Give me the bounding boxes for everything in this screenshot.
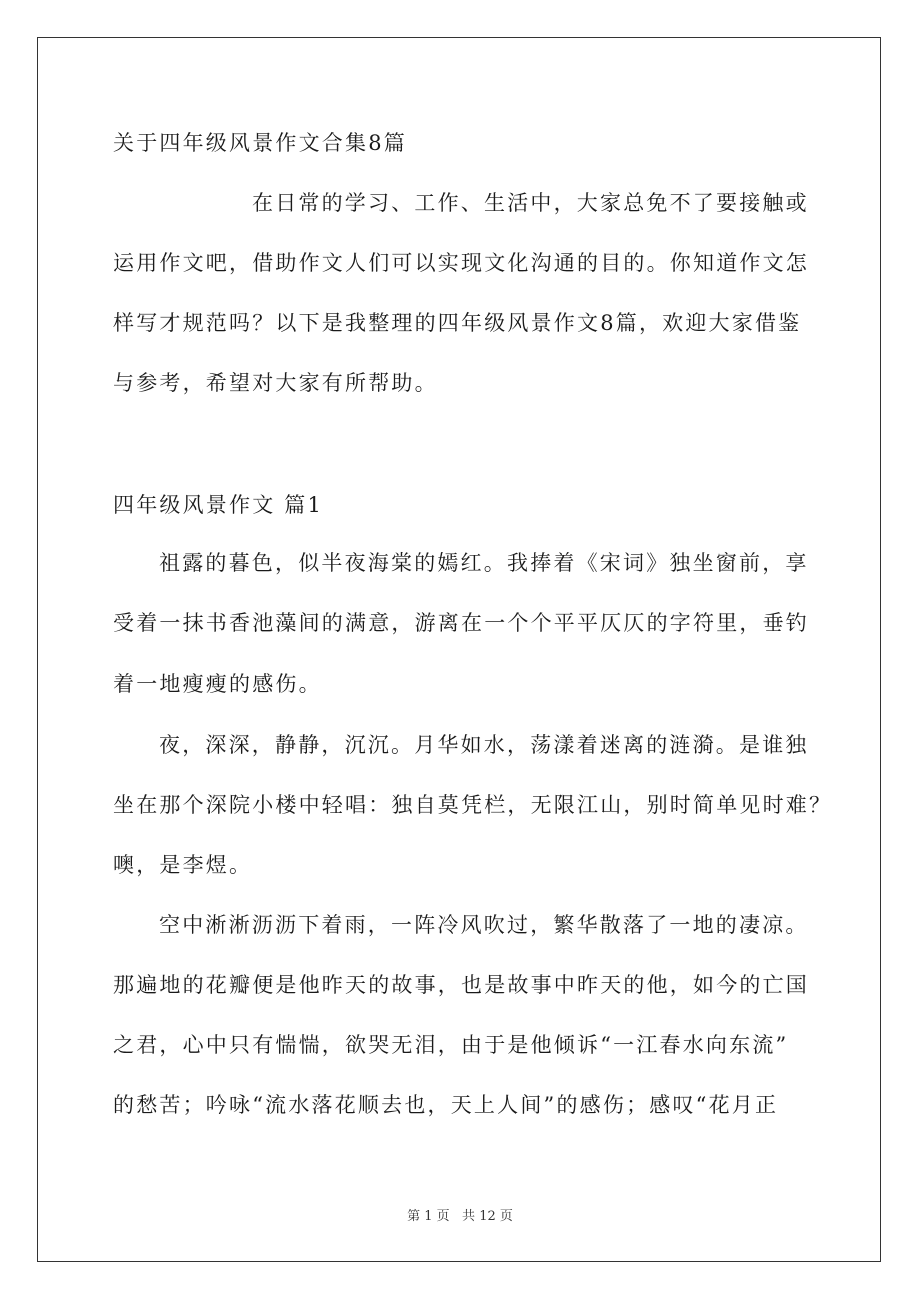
paragraph-line: 着一地瘦瘦的感伤。 [113, 672, 322, 696]
page-number: 第 1 页 共 12 页 [407, 1209, 513, 1224]
paragraph-line: 那遍地的花瓣便是他昨天的故事，也是故事中昨天的他，如今的亡国 [113, 973, 809, 997]
paragraph-line: 祖露的暮色，似半夜海棠的嫣红。我捧着《宋词》独坐窗前，享 [159, 551, 809, 575]
paragraph-line: 坐在那个深院小楼中轻唱：独自莫凭栏，无限江山，别时简单见时难？ [113, 793, 833, 817]
paragraph-line: 之君，心中只有惴惴，欲哭无泪，由于是他倾诉“一江春水向东流” [113, 1033, 789, 1057]
paragraph-line: 空中淅淅沥沥下着雨，一阵冷风吹过，繁华散落了一地的凄凉。 [159, 913, 809, 937]
paragraph-line: 噢，是李煜。 [113, 853, 253, 877]
document-title: 关于四年级风景作文合集8篇 [113, 131, 407, 155]
paragraph-line: 夜，深深，静静，沉沉。月华如水，荡漾着迷离的涟漪。是谁独 [159, 733, 809, 757]
page-border [37, 37, 881, 1262]
intro-line: 在日常的学习、工作、生活中，大家总免不了要接触或 [252, 191, 809, 215]
intro-line: 样写才规范吗？以下是我整理的四年级风景作文8篇，欢迎大家借鉴 [113, 311, 802, 335]
section-heading: 四年级风景作文 篇1 [113, 493, 324, 517]
paragraph-line: 受着一抹书香池藻间的满意，游离在一个个平平仄仄的字符里，垂钓 [113, 611, 809, 635]
intro-line: 运用作文吧，借助作文人们可以实现文化沟通的目的。你知道作文怎 [113, 251, 809, 275]
paragraph-line: 的愁苦；吟咏“流水落花顺去也，天上人间”的感伤；感叹“花月正 [113, 1093, 779, 1117]
intro-line: 与参考，希望对大家有所帮助。 [113, 371, 438, 395]
